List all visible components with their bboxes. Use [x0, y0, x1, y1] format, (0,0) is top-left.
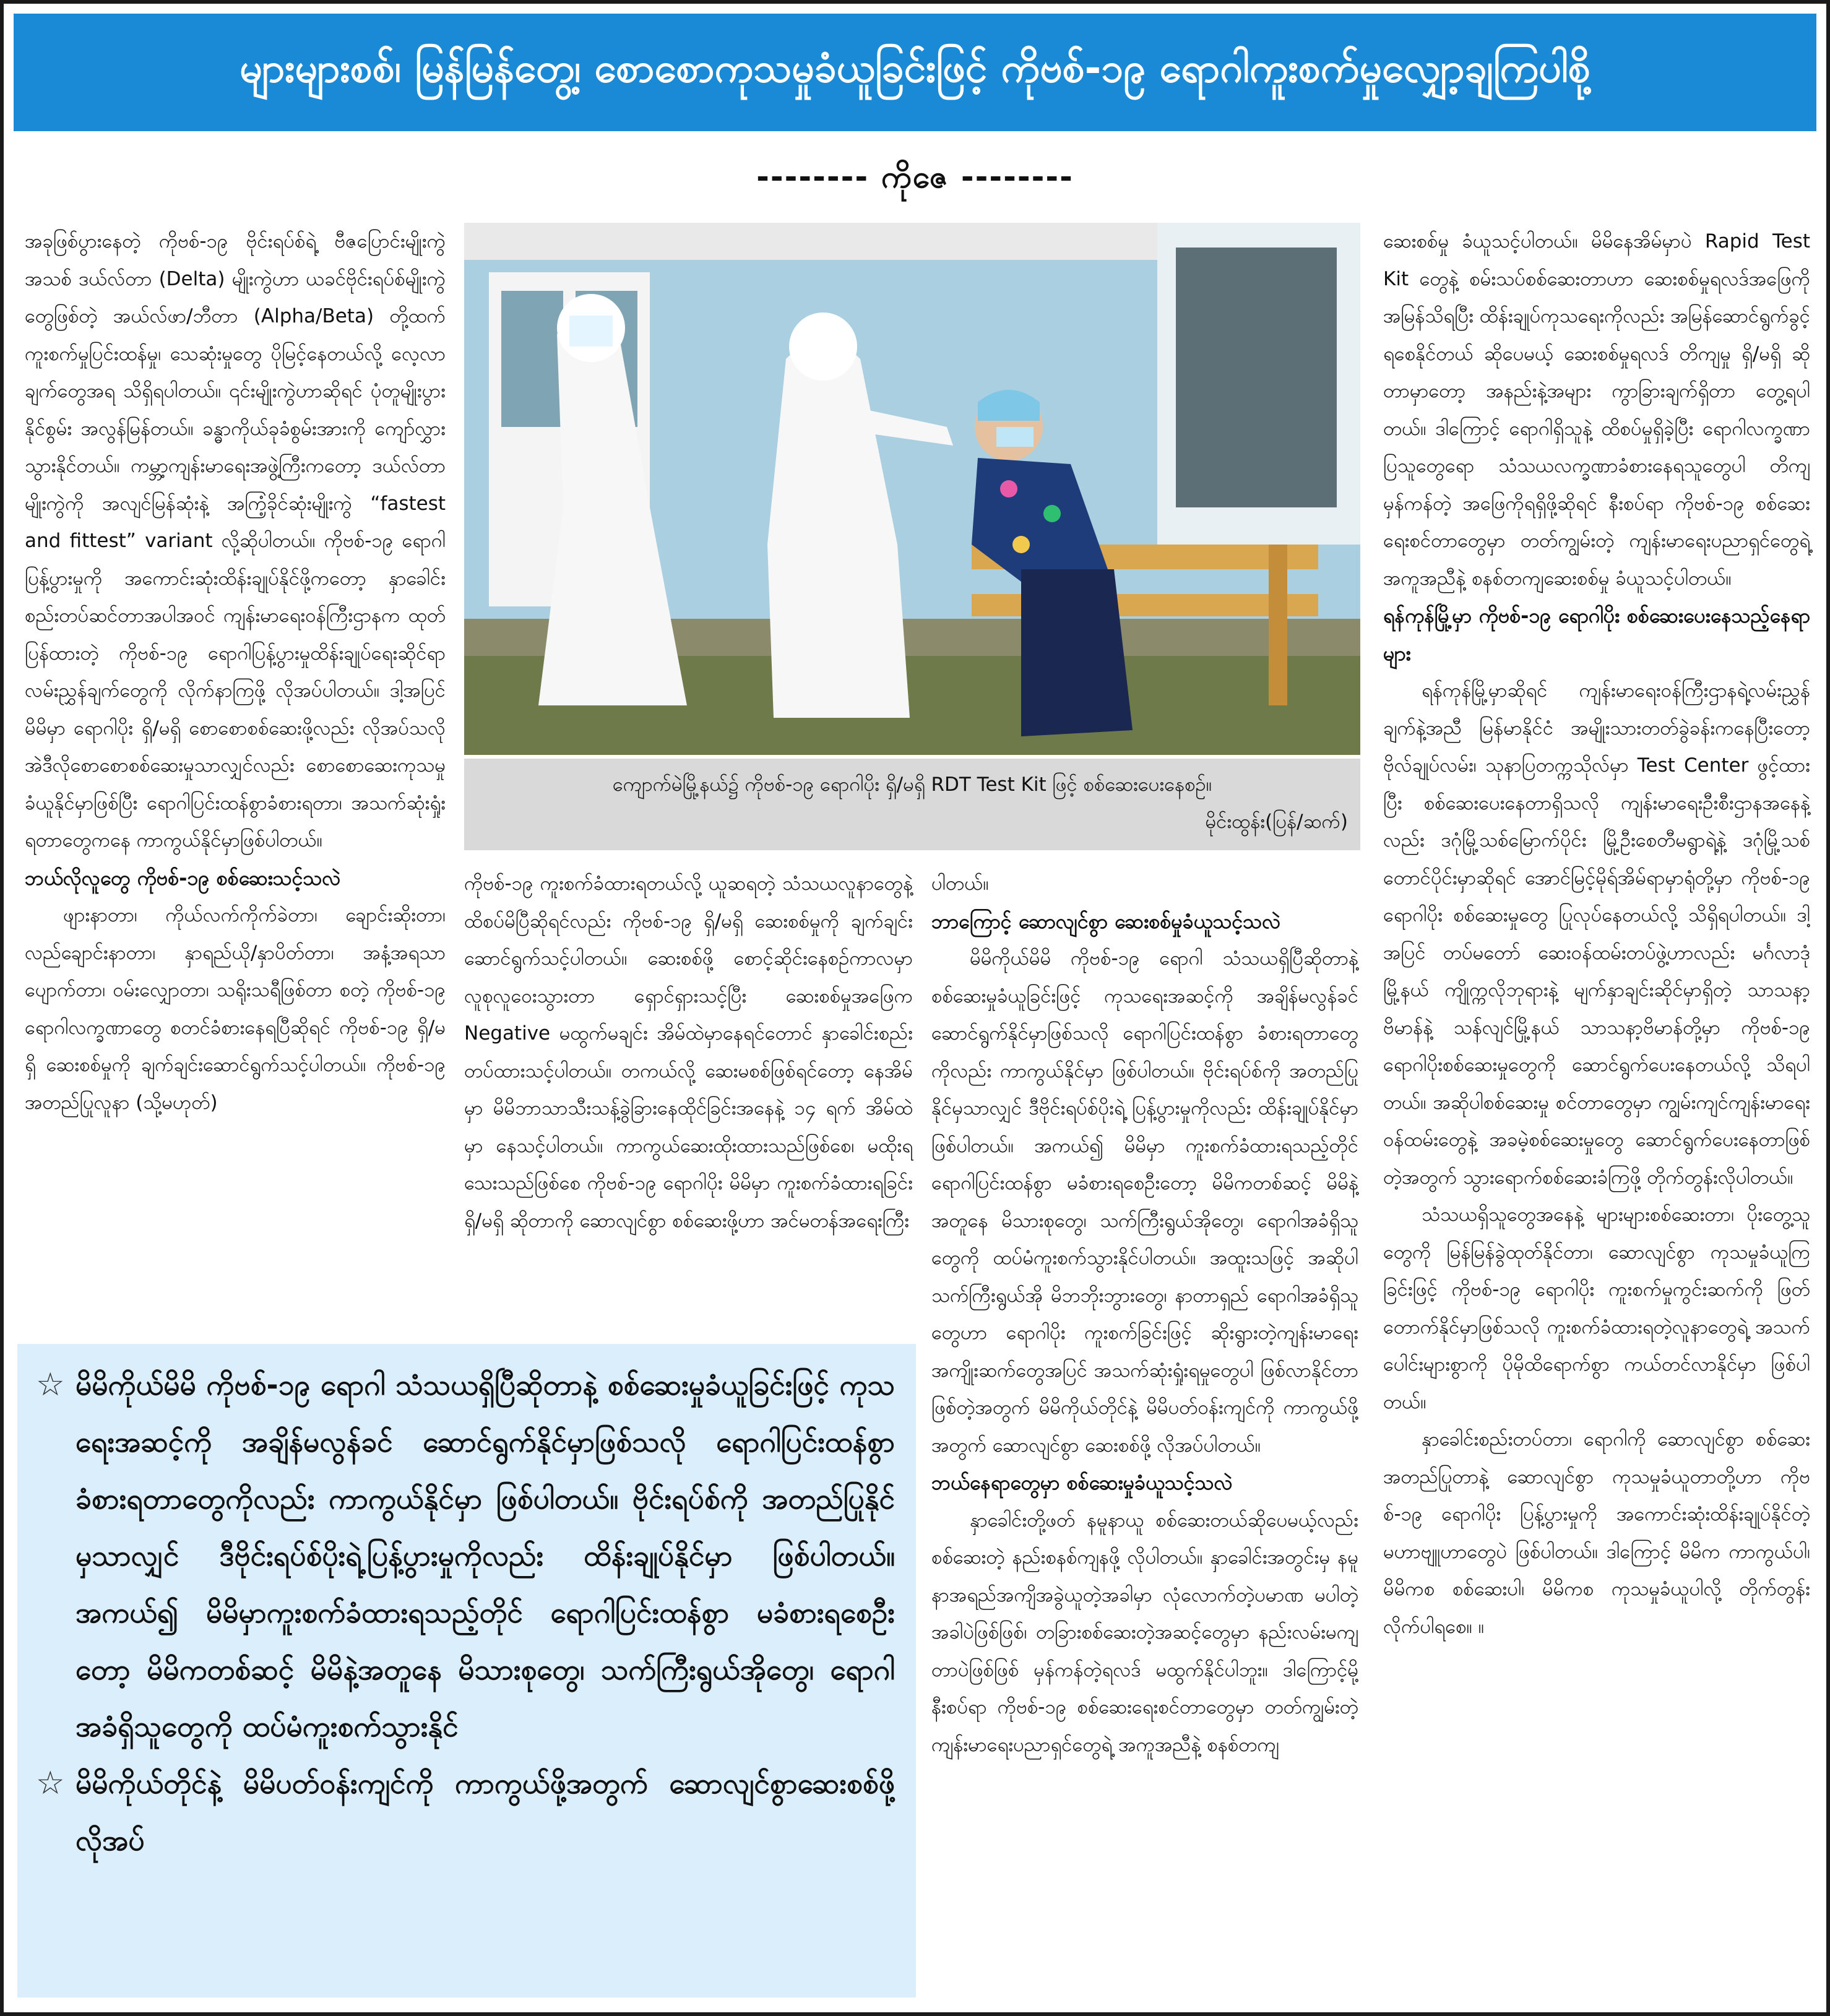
section-heading: ရန်ကုန်မြို့မှာ ကိုဗစ်-၁၉ ရောဂါပိုး စစ်ဆေးပေးနေသည့်နေရာများ — [1383, 604, 1810, 665]
highlight-box — [17, 1344, 916, 1997]
paragraph: ကိုဗစ်-၁၉ ကူးစက်ခံထားရတယ်လို့ ယူဆရတဲ့ သံသယလူနာတွေနဲ့ ထိစပ်မိပြီဆိုရင်လည်း ကိုဗစ်-၁၉ ရှိ/မရှိ ဆေးစစ်မှုကို ချက်ချင်းဆောင်ရွက်သင့်ပါတယ်။ ဆေးစစ်ဖို့ စောင့်ဆိုင်းနေစဉ်ကာလမှာ လူစုလူဝေးသွားတာ ရှောင်ရှားသင့်ပြီး ဆေးစစ်မှုအဖြေက Negative မထွက်မချင်း အိမ်ထဲမှာနေရင်တောင် နှာခေါင်းစည်း တပ်ထားသင့်ပါတယ်။ တကယ်လို့ ဆေးမစစ်ဖြစ်ရင်တော့ နေအိမ်မှာ မိမိဘာသာသီးသန့်ခွဲခြားနေထိုင်ခြင်းအနေနဲ့ ၁၄ ရက် အိမ်ထဲမှာ နေသင့်ပါတယ်။ ကာကွယ်ဆေးထိုးထားသည်ဖြစ်စေ၊ မထိုးရသေးသည်ဖြစ်စေ ကိုဗစ်-၁၉ ရောဂါပိုး မိမိမှာ ကူးစက်ခံထားရခြင်း ရှိ/မရှိ ဆိုတာကို ဆောလျင်စွာ စစ်ဆေးဖို့ဟာ အင်မတန်အရေးကြီး — [464, 872, 913, 1232]
paragraph: သံသယရှိသူတွေအနေနဲ့ များများစစ်ဆေးတာ၊ ပိုးတွေ့သူတွေကို မြန်မြန်ခွဲထုတ်နိုင်တာ၊ ဆောလျင်စွာ ကုသမှုခံယူကြခြင်းဖြင့် ကိုဗစ်-၁၉ ရောဂါပိုး ကူးစက်မှုကွင်းဆက်ကို ဖြတ်တောက်နိုင်မှာဖြစ်သလို ကူးစက်ခံထားရတဲ့လူနာတွေရဲ့ အသက်ပေါင်းများစွာကို ပိုမိုထိရောက်စွာ ကယ်တင်လာနိုင်မှာ ဖြစ်ပါတယ်။ — [1383, 1204, 1810, 1413]
highlight-item — [36, 1356, 895, 1755]
caption-text: ကျောက်မဲမြို့နယ်၌ ကိုဗစ်-၁၉ ရောဂါပိုး ရှိ/မရှိ RDT Test Kit ဖြင့် စစ်ဆေးပေးနေစဉ်။ — [612, 773, 1212, 796]
highlight-text: မိမိကိုယ်မိမိ ကိုဗစ်-၁၉ ရောဂါ သံသယရှိပြီဆိုတာနဲ့ စစ်ဆေးမှုခံယူခြင်းဖြင့် ကုသရေးအဆင့်ကို အချိန်မလွန်ခင် ဆောင်ရွက်နိုင်မှာဖြစ်သလို ရောဂါပြင်းထန်စွာ ခံစားရတာတွေကိုလည်း ကာကွယ်နိုင်မှာ ဖြစ်ပါတယ်။ ဗိုင်းရပ်စ်ကို အတည်ပြုနိုင်မှသာလျှင် ဒီဗိုင်းရပ်စ်ပိုးရဲ့ပြန့်ပွားမှုကိုလည်း ထိန်းချုပ်နိုင်မှာ ဖြစ်ပါတယ်။ အကယ်၍ မိမိမှာကူးစက်ခံထားရသည့်တိုင် ရောဂါပြင်းထန်စွာ မခံစားရစေဦးတော့ မိမိကတစ်ဆင့် မိမိနဲ့အတူနေ မိသားစုတွေ၊ သက်ကြီးရွယ်အိုတွေ၊ ရောဂါအခံရှိသူတွေကို ထပ်မံကူးစက်သွားနိုင် — [76, 1368, 895, 1743]
section-heading: ဘာကြောင့် ဆောလျင်စွာ ဆေးစစ်မှုခံယူသင့်သလဲ — [931, 909, 1281, 933]
article-column-1 — [25, 223, 446, 1121]
photo-caption — [464, 759, 1360, 850]
caption-credit: မိုင်းထွန်း(ပြန်/ဆက်) — [1205, 811, 1348, 833]
paragraph: ပါတယ်။ — [931, 872, 989, 895]
byline: -------- ကိုဇေ -------- — [756, 159, 1074, 195]
star-bullet-icon: ☆ — [36, 1765, 65, 1802]
paragraph: ဆေးစစ်မှု ခံယူသင့်ပါတယ်။ မိမိနေအိမ်မှာပဲ Rapid Test Kit တွေနဲ့ စမ်းသပ်စစ်ဆေးတာဟာ ဆေးစစ်မှုရလဒ်အဖြေကို အမြန်သိရပြီး ထိန်းချုပ်ကုသရေးကိုလည်း အမြန်ဆောင်ရွက်ခွင့်ရစေနိုင်တယ် ဆိုပေမယ့် ဆေးစစ်မှုရလဒ် တိကျမှု ရှိ/မရှိ ဆိုတာမှာတော့ အနည်းနဲ့အများ ကွာခြားချက်ရှိတာ တွေ့ရပါတယ်။ ဒါကြောင့် ရောဂါရှိသူနဲ့ ထိစပ်မှုရှိခဲ့ပြီး ရောဂါလက္ခဏာပြသူတွေရော သံသယလက္ခဏာခံစားနေရသူတွေပါ တိကျမှန်ကန်တဲ့ အဖြေကိုရရှိဖို့ဆိုရင် နီးစပ်ရာ ကိုဗစ်-၁၉ စစ်ဆေးရေးစင်တာတွေမှာ တတ်ကျွမ်းတဲ့ ကျန်းမာရေးပညာရှင်တွေရဲ့ အကူအညီနဲ့ စနစ်တကျဆေးစစ်မှု ခံယူသင့်ပါတယ်။ — [1383, 230, 1810, 590]
paragraph: အခုဖြစ်ပွားနေတဲ့ ကိုဗစ်-၁၉ ဗိုင်းရပ်စ်ရဲ့ ဗီဇပြောင်းမျိုးကွဲအသစ် ဒယ်လ်တာ (Delta) မျိုးကွဲဟာ ယခင်ဗိုင်းရပ်စ်မျိုးကွဲတွေဖြစ်တဲ့ အယ်လ်ဖာ/ဘီတာ (Alpha/Beta) တို့ထက် ကူးစက်မှုပြင်းထန်မှု၊ သေဆုံးမှုတွေ ပိုမြင့်နေတယ်လို့ လေ့လာချက်တွေအရ သိရှိရပါတယ်။ ၎င်းမျိုးကွဲဟာဆိုရင် ပုံတူမျိုးပွားနိုင်စွမ်း အလွန်မြန်တယ်။ ခန္ဓာကိုယ်ခုခံစွမ်းအားကို ကျော်လွှားသွားနိုင်တယ်။ ကမ္ဘာ့ကျန်းမာရေးအဖွဲ့ကြီးကတော့ ဒယ်လ်တာမျိုးကွဲကို အလျင်မြန်ဆုံးနဲ့ အကြံ့ခိုင်ဆုံးမျိုးကွဲ “fastest and fittest” variant လို့ဆိုပါတယ်။ ကိုဗစ်-၁၉ ရောဂါပြန့်ပွားမှုကို အကောင်းဆုံးထိန်းချုပ်နိုင်ဖို့ကတော့ နှာခေါင်းစည်းတပ်ဆင်တာအပါအဝင် ကျန်းမာရေးဝန်ကြီးဌာနက ထုတ်ပြန်ထားတဲ့ ကိုဗစ်-၁၉ ရောဂါပြန့်ပွားမှုထိန်းချုပ်ရေးဆိုင်ရာ လမ်းညွှန်ချက်တွေကို လိုက်နာကြဖို့ လိုအပ်ပါတယ်။ ဒါ့အပြင် မိမိမှာ ရောဂါပိုး ရှိ/မရှိ စောစောစစ်ဆေးဖို့လည်း လိုအပ်သလို အဲဒီလိုစောစောစစ်ဆေးမှုသာလျှင်လည်း စောစောဆေးကုသမှုခံယူနိုင်မှာဖြစ်ပြီး ရောဂါပြင်းထန်စွာခံစားရတာ၊ အသက်ဆုံးရှုံးရတာတွေကနေ ကာကွယ်နိုင်မှာဖြစ်ပါတယ်။ — [25, 230, 446, 851]
highlight-text: မိမိကိုယ်တိုင်နဲ့ မိမိပတ်ဝန်းကျင်ကို ကာကွယ်ဖို့အတွက် ဆောလျင်စွာဆေးစစ်ဖို့ လိုအပ် — [76, 1767, 895, 1857]
highlight-item — [36, 1755, 895, 1869]
headline-text: များများစစ်၊ မြန်မြန်တွေ့၊ စောစောကုသမှုခံယူခြင်းဖြင့် ကိုဗစ်-၁၉ ရောဂါကူးစက်မှုလျှော့ချကြပါစို့ — [240, 46, 1590, 92]
paragraph: နှာခေါင်းစည်းတပ်တာ၊ ရောဂါကို ဆောလျင်စွာ စစ်ဆေးအတည်ပြုတာနဲ့ ဆောလျင်စွာ ကုသမှုခံယူတာတို့ဟာ ကိုဗစ်-၁၉ ရောဂါပိုး ပြန့်ပွားမှုကို အကောင်းဆုံးထိန်းချုပ်နိုင်တဲ့ မဟာဗျူဟာတွေပဲ ဖြစ်ပါတယ်။ ဒါကြောင့် မိမိက ကာကွယ်ပါ၊ မိမိကစ စစ်ဆေးပါ၊ မိမိကစ ကုသမှုခံယူပါလို့ တိုက်တွန်းလိုက်ပါရစေ။ ။ — [1383, 1428, 1810, 1638]
paragraph: နှာခေါင်းတို့ဖတ် နမူနာယူ စစ်ဆေးတယ်ဆိုပေမယ့်လည်း စစ်ဆေးတဲ့ နည်းစနစ်ကျနဖို့ လိုပါတယ်။ နှာခေါင်းအတွင်းမှ နမူနာအရည်အကျိအခွဲယူတဲ့အခါမှာ လုံလောက်တဲ့ပမာဏ မပါတဲ့အခါပဲဖြစ်ဖြစ်၊ တခြားစစ်ဆေးတဲ့အဆင့်တွေမှာ နည်းလမ်းမကျတာပဲဖြစ်ဖြစ် မှန်ကန်တဲ့ရလဒ် မထွက်နိုင်ပါဘူး။ ဒါကြောင့်မို့ နီးစပ်ရာ ကိုဗစ်-၁၉ စစ်ဆေးရေးစင်တာတွေမှာ တတ်ကျွမ်းတဲ့ ကျန်းမာရေးပညာရှင်တွေရဲ့ အကူအညီနဲ့ စနစ်တကျ — [931, 1509, 1358, 1756]
paragraph: မိမိကိုယ်မိမိ ကိုဗစ်-၁၉ ရောဂါ သံသယရှိပြီဆိုတာနဲ့ စစ်ဆေးမှုခံယူခြင်းဖြင့် ကုသရေးအဆင့်ကို အချိန်မလွန်ခင် ဆောင်ရွက်နိုင်မှာဖြစ်သလို ရောဂါပြင်းထန်စွာ ခံစားရတာတွေကိုလည်း ကာကွယ်နိုင်မှာ ဖြစ်ပါတယ်။ ဗိုင်းရပ်စ်ကို အတည်ပြုနိုင်မှသာလျှင် ဒီဗိုင်းရပ်စ်ပိုးရဲ့ ပြန့်ပွားမှုကိုလည်း ထိန်းချုပ်နိုင်မှာ ဖြစ်ပါတယ်။ အကယ်၍ မိမိမှာ ကူးစက်ခံထားရသည့်တိုင် ရောဂါပြင်းထန်စွာ မခံစားရစေဦးတော့ မိမိကတစ်ဆင့် မိမိနဲ့အတူနေ မိသားစုတွေ၊ သက်ကြီးရွယ်အိုတွေ၊ ရောဂါအခံရှိသူတွေကို ထပ်မံကူးစက်သွားနိုင်ပါတယ်။ အထူးသဖြင့် အဆိုပါ သက်ကြီးရွယ်အို မိဘဘိုးဘွားတွေ၊ နာတာရှည် ရောဂါအခံရှိသူတွေဟာ ရောဂါပိုး ကူးစက်ခြင်းဖြင့် ဆိုးရွားတဲ့ကျန်းမာရေးအကျိုးဆက်တွေအပြင် အသက်ဆုံးရှုံးရမှုတွေပါ ဖြစ်လာနိုင်တာဖြစ်တဲ့အတွက် မိမိကိုယ်တိုင်နဲ့ မိမိပတ်ဝန်းကျင်ကို ကာကွယ်ဖို့အတွက် ဆောလျင်စွာ ဆေးစစ်ဖို့ လိုအပ်ပါတယ်။ — [931, 947, 1358, 1457]
article-photo — [464, 223, 1360, 755]
section-heading: ဘယ်နေရာတွေမှာ စစ်ဆေးမှုခံယူသင့်သလဲ — [931, 1471, 1233, 1494]
section-heading: ဘယ်လိုလူတွေ ကိုဗစ်-၁၉ စစ်ဆေးသင့်သလဲ — [25, 866, 341, 890]
paragraph: ရန်ကုန်မြို့မှာဆိုရင် ကျန်းမာရေးဝန်ကြီးဌာနရဲ့လမ်းညွှန်ချက်နဲ့အညီ မြန်မာနိုင်ငံ အမျိုးသားတတ်ခွဲခန်းကနေပြီးတော့ ဗိုလ်ချုပ်လမ်း၊ သုနာပြတက္ကသိုလ်မှာ Test Center ဖွင့်ထားပြီး စစ်ဆေးပေးနေတာရှိသလို ကျန်းမာရေးဦးစီးဌာနအနေနဲ့လည်း ဒဂုံမြို့သစ်မြောက်ပိုင်း မြို့ဦးစေတီမရွာရဲ့နဲ့ ဒဂုံမြို့သစ်တောင်ပိုင်းမှာဆိုရင် အောင်မြင့်မိုရ်အိမ်ရာမှာရုံတို့မှာ ကိုဗစ်-၁၉ ရောဂါပိုး စစ်ဆေးမှုတွေ ပြုလုပ်နေတယ်လို့ သိရှိရပါတယ်။ ဒါ့အပြင် တပ်မတော် ဆေးဝန်ထမ်းတပ်ဖွဲ့ဟာလည်း မင်္ဂလာဒုံမြို့နယ် ကျိုက္ကလိုဘုရားနဲ့ မျက်နှာချင်းဆိုင်မှာရှိတဲ့ သာသနာ့ဗိမာန်နဲ့ သန်လျင်မြို့နယ် သာသနာ့ဗိမာန်တို့မှာ ကိုဗစ်-၁၉ ရောဂါပိုးစစ်ဆေးမှုတွေကို ဆောင်ရွက်ပေးနေတယ်လို့ သိရပါတယ်။ အဆိုပါစစ်ဆေးမှု စင်တာတွေမှာ ကျွမ်းကျင်ကျန်းမာရေးဝန်ထမ်းတွေနဲ့ အခမဲ့စစ်ဆေးမှုတွေ ဆောင်ရွက်ပေးနေတာဖြစ်တဲ့အတွက် သွားရောက်စစ်ဆေးခံကြဖို့ တိုက်တွန်းလိုပါတယ်။ — [1383, 679, 1810, 1189]
article-column-3 — [931, 865, 1358, 1764]
testing-scene-illustration — [464, 223, 1360, 755]
article-column-4 — [1383, 223, 1810, 1645]
paragraph: ဖျားနာတာ၊ ကိုယ်လက်ကိုက်ခဲတာ၊ ချောင်းဆိုးတာ၊ လည်ချောင်းနာတာ၊ နှာရည်ယို/နှာပိတ်တာ၊ အနံ့အရသာပျောက်တာ၊ ဝမ်းလျှောတာ၊ သရိုးသရီဖြစ်တာ စတဲ့ ကိုဗစ်-၁၉ ရောဂါလက္ခဏာတွေ စတင်ခံစားနေရပြီဆိုရင် ကိုဗစ်-၁၉ ရှိ/မရှိ ဆေးစစ်မှုကို ချက်ချင်းဆောင်ရွက်သင့်ပါတယ်။ ကိုဗစ်-၁၉ အတည်ပြုလူနာ (သို့မဟုတ်) — [25, 904, 446, 1114]
headline-banner — [14, 14, 1816, 131]
article-column-2 — [464, 865, 913, 1239]
star-bullet-icon: ☆ — [36, 1366, 65, 1403]
